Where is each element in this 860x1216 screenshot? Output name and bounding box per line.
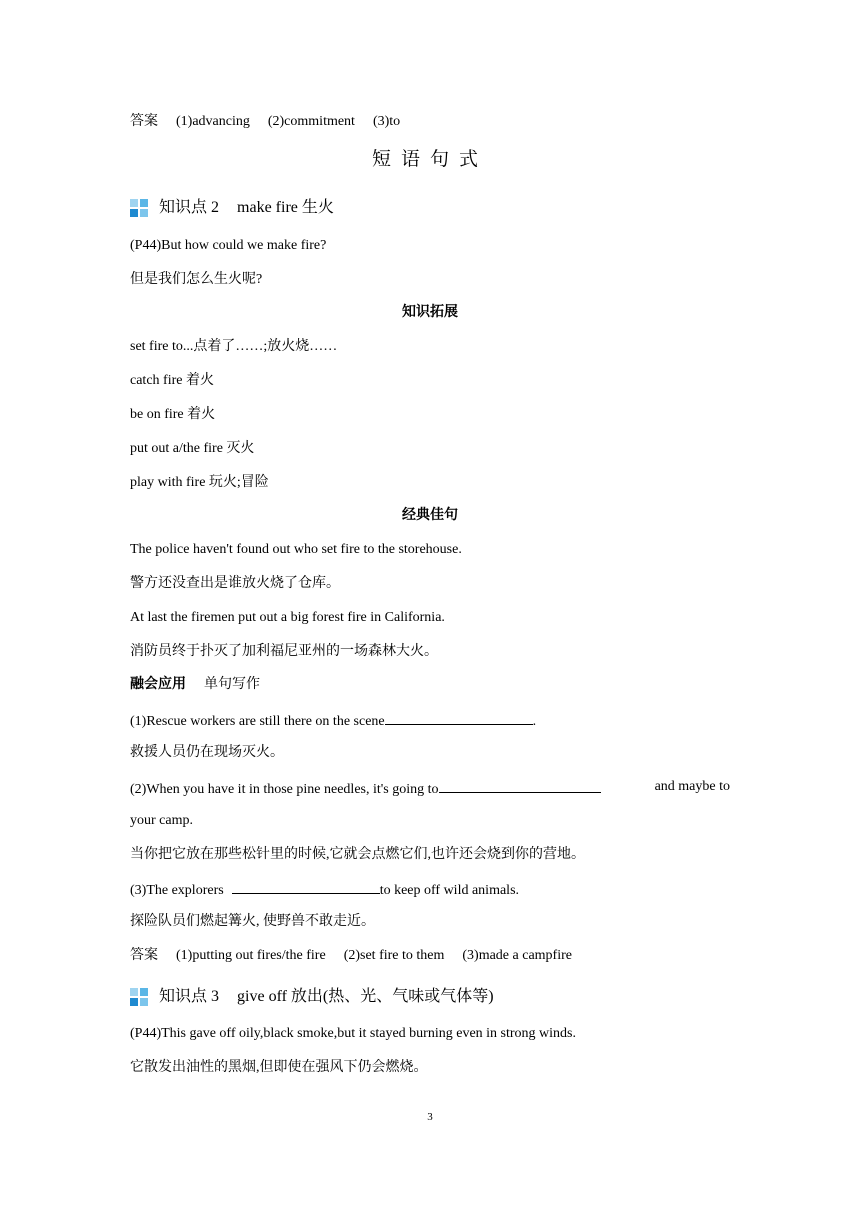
- page-number: 3: [427, 1111, 433, 1123]
- knowledge-point-2-heading: [130, 196, 334, 220]
- source-sentence: (P44)But how could we make fire?: [130, 238, 327, 253]
- knowledge-point-number: 知识点 3: [159, 988, 220, 1005]
- question-3: [130, 878, 519, 901]
- answer-item: (2)commitment: [267, 114, 355, 129]
- answer-label: 答案: [130, 114, 158, 129]
- knowledge-point-title: give off 放出(热、光、气味或气体等): [237, 988, 494, 1005]
- answer-label: 答案: [130, 948, 158, 963]
- question-3-translation: 探险队员们燃起篝火, 使野兽不敢走近。: [130, 914, 375, 929]
- question-1-translation: 救援人员仍在现场灭火。: [130, 745, 284, 760]
- source-sentence: (P44)This gave off oily,black smoke,but it stayed burning even in strong winds.: [130, 1026, 576, 1041]
- question-text: to keep off wild animals.: [379, 883, 520, 898]
- question-1: (1)Rescue workers are still there on the scene .: [130, 709, 536, 732]
- answer-item: (3)made a campfire: [462, 948, 572, 963]
- classic-heading: 经典佳句: [402, 508, 458, 523]
- knowledge-point-title: make fire 生火: [237, 199, 334, 216]
- classic-sentence: The police haven't found out who set fire to the storehouse.: [130, 542, 462, 557]
- expansion-item: be on fire 着火: [130, 407, 216, 422]
- source-translation: 它散发出油性的黑烟,但即使在强风下仍会燃烧。: [130, 1060, 428, 1075]
- practice-label: 融会应用: [130, 677, 186, 692]
- question-2-continuation: your camp.: [130, 813, 193, 828]
- classic-translation: 消防员终于扑灭了加利福尼亚州的一场森林大火。: [130, 644, 438, 659]
- practice-type: 单句写作: [204, 677, 260, 692]
- question-text: (3)The explorers: [130, 883, 224, 898]
- knowledge-point-icon: [130, 988, 150, 1006]
- answer-item: (1)putting out fires/the fire: [176, 948, 326, 963]
- source-translation: 但是我们怎么生火呢?: [130, 272, 263, 287]
- knowledge-point-number: 知识点 2: [159, 199, 220, 216]
- knowledge-point-3-heading: [130, 985, 494, 1009]
- practice-heading: [130, 675, 260, 695]
- answer-item: (3)to: [372, 114, 401, 129]
- expansion-heading: 知识拓展: [402, 305, 458, 320]
- expansion-item: put out a/the fire 灭火: [130, 441, 255, 456]
- question-text: (1)Rescue workers are still there on the scene: [130, 714, 385, 729]
- answer-blank[interactable]: [439, 777, 601, 793]
- answer-blank[interactable]: [232, 878, 380, 894]
- question-text: and maybe to: [654, 779, 730, 794]
- answer-line: [130, 946, 572, 966]
- question-2: [130, 777, 730, 800]
- expansion-item: set fire to...点着了……;放火烧……: [130, 339, 338, 354]
- knowledge-point-icon: [130, 199, 150, 217]
- expansion-item: catch fire 着火: [130, 373, 214, 388]
- classic-sentence: At last the firemen put out a big forest fire in California.: [130, 610, 445, 625]
- question-2-translation: 当你把它放在那些松针里的时候,它就会点燃它们,也许还会烧到你的营地。: [130, 847, 585, 862]
- question-text: (2)When you have it in those pine needles, it's going to: [130, 782, 439, 797]
- expansion-item: play with fire 玩火;冒险: [130, 475, 269, 490]
- section-title: 短语句式: [371, 149, 488, 170]
- previous-answer-line: [130, 112, 400, 132]
- answer-item: (2)set fire to them: [343, 948, 445, 963]
- classic-translation: 警方还没查出是谁放火烧了仓库。: [130, 576, 340, 591]
- answer-item: (1)advancing: [176, 114, 250, 129]
- answer-blank[interactable]: [385, 709, 533, 725]
